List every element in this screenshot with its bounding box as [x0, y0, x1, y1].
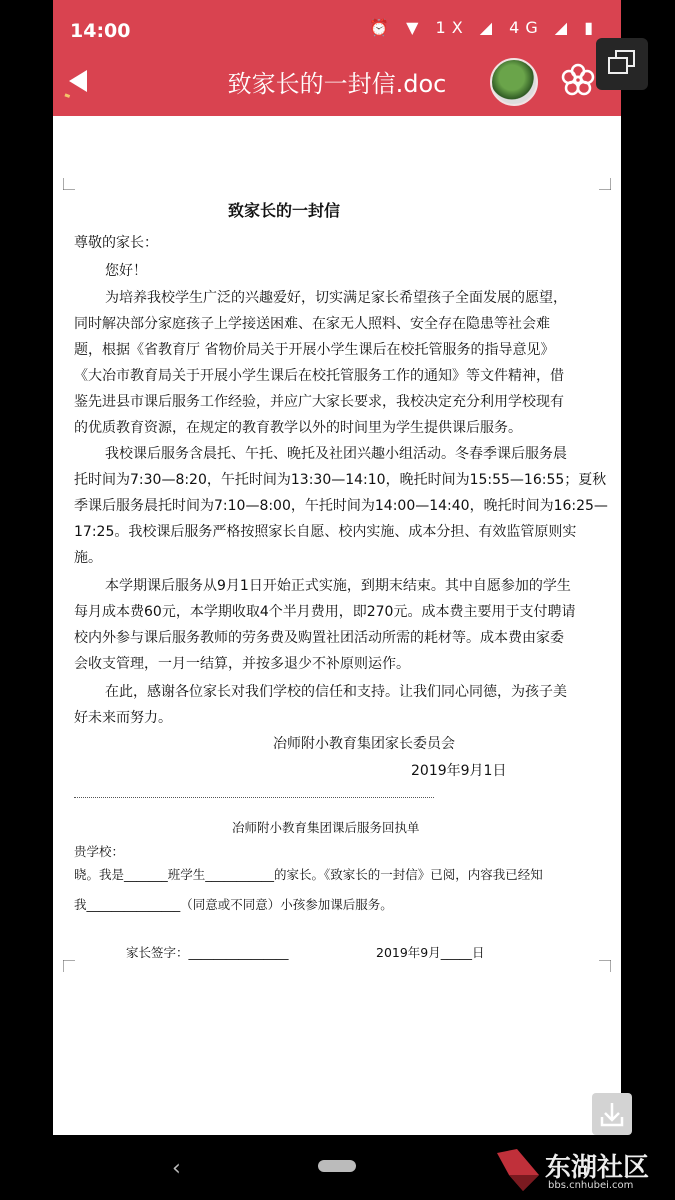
- crop-mark: [63, 178, 75, 190]
- status-time: 14:00: [70, 20, 131, 42]
- receipt-title: 冶师附小教育集团课后服务回执单: [232, 820, 420, 835]
- letter-line: 我校课后服务含晨托、午托、晚托及社团兴趣小组活动。冬春季课后服务晨: [105, 446, 567, 462]
- watermark-text: 东湖社区: [545, 1153, 650, 1183]
- letter-line: 鉴先进县市课后服务工作经验，并应广大家长要求，我校决定充分利用学校现有: [74, 394, 564, 410]
- nav-back-icon[interactable]: ‹: [172, 1156, 181, 1181]
- letter-line: 每月成本费60元，本学期收取4个半月费用，即270元。成本费主要用于支付聘请: [74, 604, 576, 620]
- avatar[interactable]: [490, 58, 538, 106]
- letter-line: 为培养我校学生广泛的兴趣爱好，切实满足家长希望孩子全面发展的愿望，: [105, 290, 567, 306]
- status-icons: ⏰ ▼ 1X ◢ 4G ◢ ▮: [369, 18, 599, 37]
- download-button[interactable]: [592, 1093, 632, 1135]
- letter-line: 季课后服务晨托时间为7:10—8:00，午托时间为14:00—14:40，晚托时间为16:25—: [74, 498, 608, 514]
- receipt-line: 晓。我是_______班学生___________的家长。《致家长的一封信》已阅，内容我已经知: [74, 867, 543, 882]
- watermark-url: bbs.cnhubei.com: [548, 1180, 634, 1191]
- receipt-date-field: 2019年9月_____日: [376, 945, 485, 960]
- letter-signature: 冶师附小教育集团家长委员会: [273, 736, 455, 752]
- crop-mark: [63, 960, 75, 972]
- letter-line: 17:25。我校课后服务严格按照家长自愿、校内实施、成本分担、有效监管原则实: [74, 524, 577, 540]
- parent-signature-field: 家长签字：________________: [126, 945, 289, 960]
- download-icon: [592, 1093, 632, 1135]
- letter-line: 的优质教育资源，在规定的教育教学以外的时间里为学生提供课后服务。: [74, 420, 522, 436]
- letter-line: 本学期课后服务从9月1日开始正式实施，到期末结束。其中自愿参加的学生: [105, 578, 571, 594]
- letter-line: 托时间为7:30—8:20，午托时间为13:30—14:10，晚托时间为15:55—16:55；夏秋: [74, 472, 607, 488]
- window-icon: [596, 38, 648, 90]
- letter-line: 施。: [74, 550, 102, 566]
- letter-title: 致家长的一封信: [227, 201, 340, 220]
- receipt-line: 我_______________（同意或不同意）小孩参加课后服务。: [74, 897, 393, 912]
- cut-line: [74, 797, 434, 798]
- multi-window-button[interactable]: [596, 38, 648, 90]
- letter-line: 会收支管理，一月一结算，并按多退少不补原则运作。: [74, 656, 410, 672]
- letter-line: 同时解决部分家庭孩子上学接送困难、在家无人照料、安全存在隐患等社会难: [74, 316, 550, 332]
- letter-greeting: 尊敬的家长：: [74, 235, 158, 251]
- crop-mark: [599, 960, 611, 972]
- letter-date: 2019年9月1日: [411, 763, 507, 779]
- nav-home-pill[interactable]: [318, 1160, 356, 1172]
- crop-mark: [599, 178, 611, 190]
- letter-line: 好未来而努力。: [74, 710, 172, 726]
- flower-icon[interactable]: [560, 62, 596, 98]
- phone-screen: [53, 0, 621, 1135]
- letter-hello: 您好！: [105, 263, 147, 279]
- receipt-to: 贵学校：: [74, 844, 125, 859]
- document-title: 致家长的一封信.doc: [227, 70, 447, 98]
- app-header: [53, 0, 621, 116]
- letter-line: 校内外参与课后服务教师的劳务费及购置社团活动所需的耗材等。成本费由家委: [74, 630, 564, 646]
- letter-line: 题，根据《省教育厅 省物价局关于开展小学生课后在校托管服务的指导意见》: [74, 342, 555, 358]
- letter-line: 《大冶市教育局关于开展小学生课后在校托管服务工作的通知》等文件精神，借: [74, 368, 564, 384]
- letter-line: 在此，感谢各位家长对我们学校的信任和支持。让我们同心同德，为孩子美: [105, 684, 567, 700]
